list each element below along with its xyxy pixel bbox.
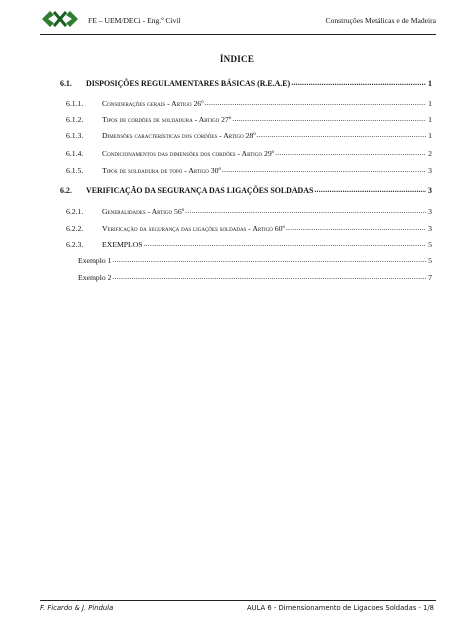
toc-entry[interactable]	[66, 166, 432, 177]
toc-leader	[113, 255, 427, 264]
toc-label: Verificação da segurança das ligações soldadas - Artigo 60º	[102, 224, 285, 233]
toc-label: Considerações gerais - Artigo 26º	[102, 99, 204, 108]
toc-entry[interactable]	[60, 79, 432, 90]
toc-page: 1	[428, 131, 432, 140]
toc-page: 1	[428, 99, 432, 108]
toc-page: 3	[428, 166, 432, 175]
toc-label: Exemplo 2	[78, 273, 112, 282]
toc-label: VERIFICAÇÃO DA SEGURANÇA DAS LIGAÇÕES SOLDADAS	[86, 186, 314, 195]
toc-entry[interactable]	[66, 99, 432, 110]
toc-page: 5	[428, 256, 432, 265]
toc-number: 6.1.1.	[66, 99, 84, 108]
toc-number: 6.2.1.	[66, 207, 84, 216]
toc-label: Dimensões características dos cordões - Artigo 28º	[102, 131, 256, 140]
footer-lesson-info: AULA 6 - Dimensionamento de Ligacoes Soldadas - 1/8	[246, 604, 434, 612]
toc-leader	[205, 98, 426, 107]
toc-number: 6.1.	[60, 79, 72, 88]
toc-page: 5	[428, 240, 432, 249]
header-course: Construções Metálicas e de Madeira	[325, 16, 436, 25]
toc-entry[interactable]	[60, 186, 432, 197]
toc-leader	[222, 165, 426, 174]
toc-leader	[291, 78, 426, 87]
footer-authors: F. Ficardo & J. Pindula	[40, 604, 114, 612]
toc-page: 3	[428, 186, 432, 195]
toc-page: 7	[428, 273, 432, 282]
toc-leader	[275, 148, 426, 157]
toc-page: 1	[428, 115, 432, 124]
toc-leader	[113, 272, 427, 281]
toc-number: 6.1.5.	[66, 166, 84, 175]
toc-entry[interactable]	[66, 149, 432, 160]
toc-page: 2	[428, 149, 432, 158]
toc-number: 6.2.	[60, 186, 72, 195]
toc-leader	[314, 185, 426, 194]
page-header	[40, 6, 436, 32]
toc-label: EXEMPLOS	[102, 240, 143, 249]
toc-page: 1	[428, 79, 432, 88]
toc-entry[interactable]	[66, 224, 432, 235]
toc-number: 6.1.3.	[66, 131, 84, 140]
toc-label: DISPOSIÇÕES REGULAMENTARES BÁSICAS (R.E.A.E)	[86, 79, 291, 88]
header-institution: FE – UEM/DECi - Eng.º Civil	[88, 16, 181, 25]
toc-entry[interactable]	[66, 131, 432, 142]
toc-entry[interactable]	[66, 240, 432, 251]
toc-label: Tipos de cordões de soldadura - Artigo 27º	[102, 115, 232, 124]
toc-entry[interactable]	[78, 273, 432, 284]
toc-leader	[144, 239, 427, 248]
footer-divider	[40, 600, 436, 601]
toc-label: Exemplo 1	[78, 256, 112, 265]
toc-entry[interactable]	[66, 207, 432, 218]
page-title: ÍNDICE	[219, 54, 255, 64]
header-divider	[40, 34, 436, 35]
toc-label: Tipos de soldadura de topo - Artigo 30º	[102, 166, 221, 175]
toc-label: Condicionamentos das dimensões dos cordões - Artigo 29º	[102, 149, 275, 158]
toc-page: 3	[428, 224, 432, 233]
university-logo-icon	[40, 8, 80, 30]
toc-entry[interactable]	[66, 115, 432, 126]
toc-number: 6.1.4.	[66, 149, 84, 158]
toc-label: Generalidades - Artigo 56º	[102, 207, 185, 216]
toc-leader	[232, 114, 426, 123]
toc-leader	[257, 130, 426, 139]
toc-number: 6.2.3.	[66, 240, 84, 249]
toc-leader	[185, 206, 426, 215]
toc-entry[interactable]	[78, 256, 432, 267]
toc-number: 6.1.2.	[66, 115, 84, 124]
toc-number: 6.2.2.	[66, 224, 84, 233]
toc-page: 3	[428, 207, 432, 216]
toc-leader	[286, 223, 426, 232]
